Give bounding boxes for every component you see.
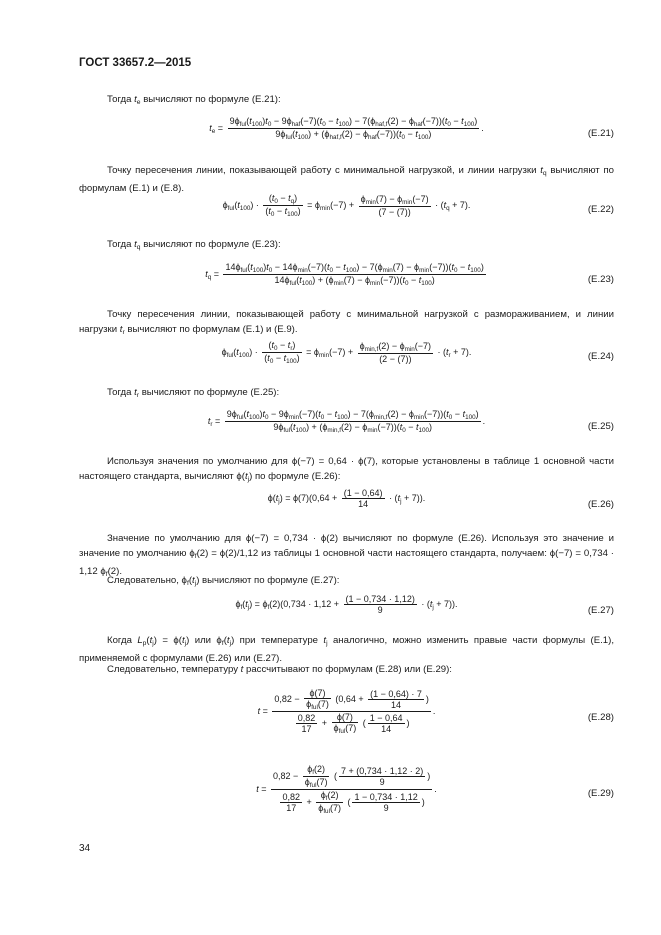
equation-number: (E.24) [587,351,614,362]
paragraph-9: Когда $L_p(t_j) = \phi(t_j)$ или $\phi_f(t_j)$ при температуре $t_j$ аналогично, можно изменить правые части формулы (Е.1), применяемой с формулами (Е.26) или (Е.27). [79,635,615,664]
equation-e26-body: $\phi(t_j) = \phi(7)(0,64$ + $\frac{(1 - 0,64)}{14}$ · $(t_j + 7)$). [267,488,426,509]
paragraph-5: Тогда $t_r$ вычисляют по формуле (Е.25): [107,387,280,399]
equation-e25 [79,409,614,445]
equation-number: (E.22) [587,204,614,215]
equation-e27 [79,594,614,628]
equation-number: (E.26) [587,499,614,510]
paragraph-8: Следовательно, $\phi_f(t_j)$ вычисляют по формуле (Е.27): [107,575,340,587]
paragraph-7: Значение по умолчанию для ϕ(−7) = 0,734 · ϕ(2) вычисляют по формуле (Е.26). Используя это значение и значение по умолчанию $\phi_f(2) = \phi(2)/1,12$ из таблицы 1 основной части настоящего стандарта, получаем: ϕ(−7) = 0,734 · 1,12 $\phi_f(2)$. [79,533,615,578]
equation-e29-body: t = 0,82 − $\phi_f(2)$ $\phi_{ful}(7)$ ( $\frac{7 + (0,734 \cdot 1,12 \cdot 2)}{9}$ ) $\frac{0,82}{17}$ + $\phi_f(2)$ $\phi_{ful}(7)$ ( $\frac{1 - 0,734 \cdot 1,12}{9}$ ) . [256,764,437,815]
equation-e25-body: $t_r$ = $9\phi_{ful}(t_{100})t_0 - 9\phi_{min}(-7)(t_0 - t_{100}) - 7(\phi_{min,f}(2) - \phi_{min}(-7))(t_0 - t_{100})$ $9\phi_{ful}(t_{100}) + (\phi_{min,f}(2) - \phi_{min}(-7))(t_0 - t_{100})$ . [207,409,486,434]
equation-e24 [79,340,614,374]
equation-e24-body: $\phi_{ful}(t_{100})$ · $\frac{(t_0 - t_r)}{(t_0 - t_{100})}$ = $\phi_{min}(-7)$ + $\phi_{min,f}(2) - \phi_{min}(-7)$ (2 − (7)) · $(t_r + 7)$. [221,340,472,365]
equation-e22 [79,193,614,227]
paragraph-2: Точку пересечения линии, показывающей работу с минимальной нагрузкой, и линии нагрузки $t_q$ вычисляют по формулам (Е.1) и (Е.8). [79,165,614,194]
equation-e28-body: t = 0,82 − ϕ(7) $\phi_{ful}(7)$ (0,64 + $\frac{(1 - 0,64) \cdot 7}{14}$ ) $\frac{0,82}{17}$ + ϕ(7) $\phi_{ful}(7)$ ( $\frac{1 - 0,64}{14}$ ) . [257,688,436,735]
equation-number: (E.29) [587,788,614,799]
equation-e21-body: $t_e$ = $9\phi_{ful}(t_{100})t_0 - 9\phi_{haf}(-7)(t_0 - t_{100}) - 7(\phi_{haf,f}(2) - \phi_{haf}(-7))(t_0 - t_{100})$ $9\phi_{ful}(t_{100}) + (\phi_{haf,f}(2) - \phi_{haf}(-7))(t_0 - t_{100})$ . [209,116,484,141]
equation-number: (E.27) [587,605,614,616]
paragraph-4: Точку пересечения линии, показывающей работу с минимальной нагрузкой с размораживанием, и линии нагрузки $t_r$ вычисляют по формулам (Е.1) и (Е.9). [79,309,614,336]
equation-e22-body: $\phi_{ful}(t_{100})$ · $\frac{(t_0 - t_q)}{(t_0 - t_{100})}$ = $\phi_{min}(-7)$ + $\phi_{min}(7) - \phi_{min}(-7)$ (7 − (7)) · $(t_q + 7)$. [222,193,471,218]
equation-e23 [79,262,614,298]
equation-e28 [79,688,614,748]
paragraph-10: Следовательно, температуру t рассчитывают по формулам (Е.28) или (Е.29): [107,664,452,675]
equation-e27-body: $\phi_f(t_j) = \phi_f(2)(0,734 \cdot 1,12$ + $\frac{(1 - 0,734 \cdot 1,12)}{9}$ · $(t_j + 7)$). [235,594,458,615]
paragraph-1: Тогда $t_e$ вычисляют по формуле (Е.21): [107,94,281,106]
standard-header: ГОСТ 33657.2—2015 [79,57,192,69]
equation-number: (E.25) [587,421,614,432]
equation-e26 [79,488,614,522]
equation-e23-body: $t_q$ = $14\phi_{ful}(t_{100})t_0 - 14\phi_{min}(-7)(t_0 - t_{100}) - 7(\phi_{min}(7) - \phi_{min}(-7))(t_0 - t_{100})$ $14\phi_{ful}(t_{100}) + (\phi_{min}(7) - \phi_{min}(-7))(t_0 - t_{100})$ [205,262,484,287]
equation-number: (E.23) [587,274,614,285]
paragraph-6: Используя значения по умолчанию для ϕ(−7) = 0,64 · ϕ(7), которые установлены в таблице 1 основной части настоящего стандарта, вычисляют $\phi(t_j)$ по формуле (Е.26): [79,456,614,483]
page-number: 34 [79,843,91,854]
paragraph-3: Тогда $t_q$ вычисляют по формуле (Е.23): [107,239,281,251]
equation-number: (E.28) [587,712,614,723]
equation-e21 [79,116,614,152]
equation-e29 [79,764,614,824]
equation-number: (E.21) [587,128,614,139]
